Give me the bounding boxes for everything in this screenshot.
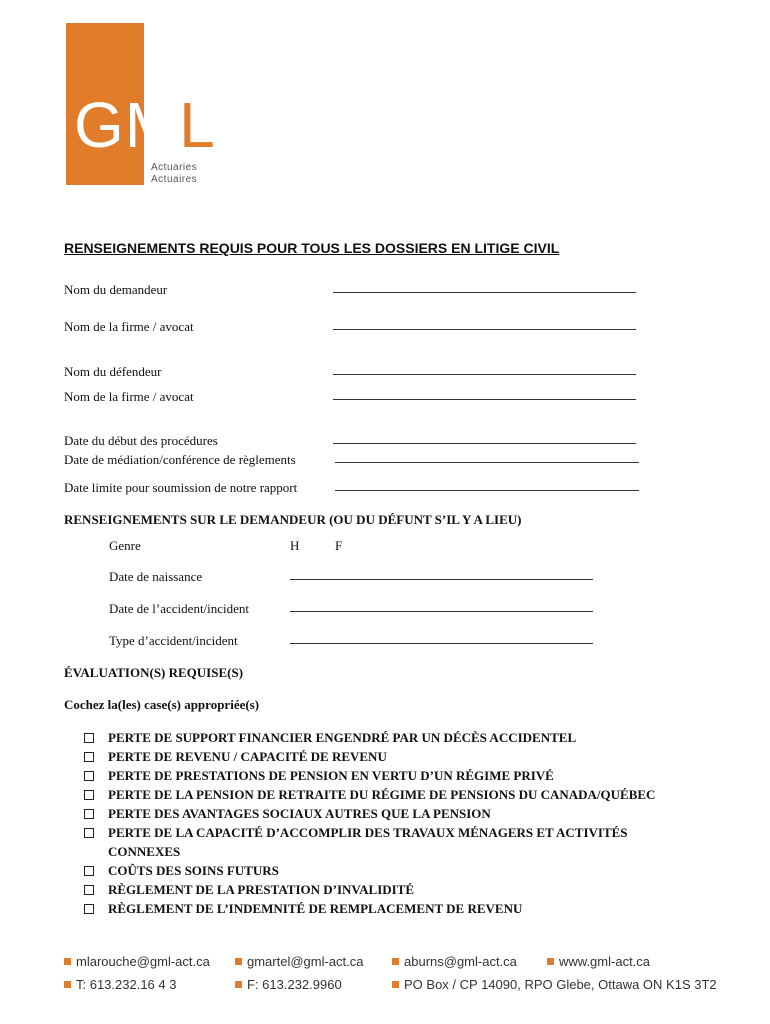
checklist-item-label: RÈGLEMENT DE L’INDEMNITÉ DE REMPLACEMENT DE REVENU: [108, 901, 523, 916]
checklist-item: [84, 785, 724, 804]
field-row-defendant-name: [0, 364, 770, 382]
logo-letters: GML: [74, 89, 216, 161]
footer-website-text: www.gml-act.ca: [559, 954, 651, 969]
field-input-line[interactable]: [333, 433, 636, 444]
checklist-item-label: COÛTS DES SOINS FUTURS: [108, 863, 279, 878]
logo-subtitle-fr: Actuaires: [151, 174, 198, 185]
field-label: Date de naissance: [109, 569, 203, 584]
footer-website[interactable]: [547, 954, 650, 969]
footer-email-1-text: mlarouche@gml-act.ca: [76, 954, 210, 969]
bullet-square-icon: [235, 981, 242, 988]
field-label: Nom de la firme / avocat: [64, 319, 194, 334]
checklist-item: [84, 880, 724, 899]
field-row-accident-type: [0, 633, 770, 651]
field-input-line[interactable]: [333, 364, 636, 375]
checkbox[interactable]: [84, 733, 94, 743]
footer-fax-text: F: 613.232.9960: [247, 977, 342, 992]
claimant-section-heading: RENSEIGNEMENTS SUR LE DEMANDEUR (OU DU DÉFUNT S’IL Y A LIEU): [64, 512, 522, 527]
evaluations-instruction: Cochez la(les) case(s) appropriée(s): [64, 697, 260, 712]
logo-subtitle-en: Actuaries: [151, 162, 198, 173]
field-label: Nom du défendeur: [64, 364, 162, 379]
field-row-birth-date: [0, 569, 770, 587]
field-row-claimant-firm: [0, 319, 770, 337]
checkbox[interactable]: [84, 885, 94, 895]
checkbox[interactable]: [84, 809, 94, 819]
field-label: Nom du demandeur: [64, 282, 168, 297]
field-row-defendant-firm: [0, 389, 770, 407]
checklist-item: [84, 766, 724, 785]
field-label: Date de médiation/conférence de règlements: [64, 452, 296, 467]
field-label: Nom de la firme / avocat: [64, 389, 194, 404]
field-input-line[interactable]: [290, 569, 593, 580]
field-input-line[interactable]: [333, 319, 636, 330]
bullet-square-icon: [392, 981, 399, 988]
bullet-square-icon: [547, 958, 554, 965]
field-label: Date de l’accident/incident: [109, 601, 250, 616]
checklist-item-label: PERTE DE LA CAPACITÉ D’ACCOMPLIR DES TRAVAUX MÉNAGERS ET ACTIVITÉS CONNEXES: [108, 825, 628, 859]
footer-address: [392, 977, 717, 992]
evaluation-checklist: [84, 728, 724, 918]
checklist-item-label: PERTE DE REVENU / CAPACITÉ DE REVENU: [108, 749, 387, 764]
checkbox[interactable]: [84, 904, 94, 914]
checklist-item: [84, 728, 724, 747]
footer-email-2-text: gmartel@gml-act.ca: [247, 954, 364, 969]
footer-fax: [235, 977, 342, 992]
footer-email-3[interactable]: [392, 954, 517, 969]
checkbox[interactable]: [84, 790, 94, 800]
checklist-item-label: PERTE DE SUPPORT FINANCIER ENGENDRÉ PAR UN DÉCÈS ACCIDENTEL: [108, 730, 577, 745]
gender-option-f[interactable]: F: [335, 538, 343, 553]
footer-email-2[interactable]: [235, 954, 364, 969]
checkbox[interactable]: [84, 752, 94, 762]
checklist-item: [84, 823, 724, 861]
gml-logo: [66, 23, 216, 186]
bullet-square-icon: [64, 981, 71, 988]
bullet-square-icon: [392, 958, 399, 965]
bullet-square-icon: [64, 958, 71, 965]
field-input-line[interactable]: [290, 633, 593, 644]
field-input-line[interactable]: [333, 282, 636, 293]
document-title: RENSEIGNEMENTS REQUIS POUR TOUS LES DOSSIERS EN LITIGE CIVIL: [64, 240, 560, 256]
checkbox[interactable]: [84, 771, 94, 781]
field-input-line[interactable]: [333, 389, 636, 400]
field-row-mediation-date: [0, 452, 770, 470]
field-row-proceedings-date: [0, 433, 770, 451]
footer-phone: [64, 977, 176, 992]
checklist-item-label: PERTE DE LA PENSION DE RETRAITE DU RÉGIME DE PENSIONS DU CANADA/QUÉBEC: [108, 787, 656, 802]
evaluations-heading: ÉVALUATION(S) REQUISE(S): [64, 665, 244, 680]
checklist-item-label: RÈGLEMENT DE LA PRESTATION D’INVALIDITÉ: [108, 882, 415, 897]
checklist-item-label: PERTE DE PRESTATIONS DE PENSION EN VERTU D’UN RÉGIME PRIVÉ: [108, 768, 554, 783]
checkbox[interactable]: [84, 866, 94, 876]
footer-address-text: PO Box / CP 14090, RPO Glebe, Ottawa ON K1S 3T2: [404, 977, 717, 992]
field-row-report-deadline: [0, 480, 770, 498]
field-row-claimant-name: [0, 282, 770, 300]
field-row-accident-date: [0, 601, 770, 619]
gender-label: Genre: [109, 538, 141, 553]
gender-option-h[interactable]: H: [290, 538, 300, 553]
gender-row: [0, 538, 770, 556]
footer-email-3-text: aburns@gml-act.ca: [404, 954, 517, 969]
checklist-item: [84, 747, 724, 766]
bullet-square-icon: [235, 958, 242, 965]
footer-phone-text: T: 613.232.16 4 3: [76, 977, 177, 992]
footer-email-1[interactable]: [64, 954, 210, 969]
checklist-item: [84, 804, 724, 823]
field-label: Date limite pour soumission de notre rapport: [64, 480, 298, 495]
checkbox[interactable]: [84, 828, 94, 838]
field-label: Date du début des procédures: [64, 433, 218, 448]
checklist-item-label: PERTE DES AVANTAGES SOCIAUX AUTRES QUE LA PENSION: [108, 806, 491, 821]
checklist-item: [84, 861, 724, 880]
field-label: Type d’accident/incident: [109, 633, 238, 648]
field-input-line[interactable]: [290, 601, 593, 612]
checklist-item: [84, 899, 724, 918]
field-input-line[interactable]: [335, 480, 639, 491]
field-input-line[interactable]: [335, 452, 639, 463]
